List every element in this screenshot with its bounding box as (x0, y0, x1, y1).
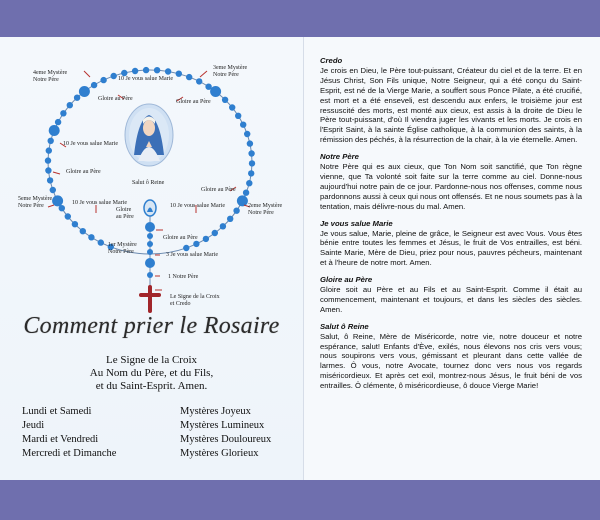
rosary-bead (50, 187, 56, 193)
day-item: Mercredi et Dimanche (22, 448, 117, 459)
mystery-bead (237, 195, 248, 206)
prayer-heading-credo: Credo (320, 56, 343, 65)
prayer-text-notre-pere: Notre Père qui es aux cieux, que Ton Nom soit sanctifié, que Ton règne vienne, que Ta volonté soit faite sur la terre comme au ciel. Donne-nous aujourd'hui notre pain de ce jour. Pardonne-nous nos offenses, comme nous pardonnons aussi à ceux qui nous ont offensés. Et ne nous soumets pas à la tentation, mais délivre-nous du mal. Amen. (320, 162, 582, 211)
page-title: Comment prier le Rosaire (23, 313, 280, 339)
rosary-bead (88, 234, 94, 240)
rosary-bead (196, 78, 202, 84)
rosary-bead (186, 74, 192, 80)
label-ave-right-lower: 10 Je vous salue Marie (170, 203, 225, 209)
rosary-bead (111, 73, 117, 79)
label-gloire-top-left: Gloire au Père (98, 96, 133, 102)
rosary-bead (165, 68, 171, 74)
rosary-bead (183, 245, 189, 251)
rosary-bead (193, 241, 199, 247)
rosary-bead (154, 67, 160, 73)
rosary-bead (100, 77, 106, 83)
label-gloire-top-right: Gloire au Père (176, 99, 211, 105)
label-mystere-2: 2eme Mystère Notre Père (248, 203, 283, 216)
label-ave-left-lower: 10 Je vous salue Marie (72, 200, 127, 206)
rosary-bead (249, 160, 255, 166)
label-ave-top: 10 Je vous salue Marie (118, 76, 173, 82)
mystery-item: Mystères Lumineux (180, 420, 265, 431)
prayer-heading-notre-pere: Notre Père (320, 152, 359, 162)
rosary-bead (98, 239, 104, 245)
rosary-bead (45, 167, 51, 173)
crucifix-icon (139, 285, 161, 313)
rosary-bead (220, 223, 226, 229)
rosary-bead (91, 82, 97, 88)
stem-bead (147, 233, 153, 239)
prayer-text-gloire: Gloire soit au Père et au Fils et au Saint-Esprit. Comme il était au commencement, maintenant et toujours, et dans les siècles des siècles. Amen. (320, 285, 582, 314)
label-mystere-5: 5eme Mystère Notre Père (18, 196, 53, 209)
rosary-bead (132, 68, 138, 74)
rosary-bead (235, 113, 241, 119)
stem-bead (145, 222, 155, 232)
mystery-item: Mystères Douloureux (180, 434, 272, 445)
rosary-bead (65, 213, 71, 219)
rosary-bead (80, 228, 86, 234)
stem-bead (147, 241, 153, 247)
rosary-bead (248, 170, 254, 176)
label-mystere-3: 3eme Mystère Notre Père (213, 65, 248, 78)
mystery-item: Mystères Joyeux (180, 406, 251, 417)
rosary-bead (45, 157, 51, 163)
mysteries-list (180, 405, 271, 461)
stem-bead (145, 258, 155, 268)
sign-of-cross-text: Le Signe de la Croix Au Nom du Père, et du Fils, et du Saint-Esprit. Amen. (89, 354, 214, 393)
rosary-bead (48, 138, 54, 144)
pointer-arrow-icon (53, 172, 60, 174)
rosary-bead (203, 236, 209, 242)
day-item: Mardi et Vendredi (22, 434, 99, 445)
rosary-bead (60, 110, 66, 116)
label-gloire-stem: Gloire au Père (163, 235, 198, 241)
rosary-bead (143, 67, 149, 73)
prayer-heading-ave-maria: Je vous salue Marie (320, 218, 393, 228)
prayers-text (320, 56, 582, 391)
rosary-bead (227, 216, 233, 222)
stem-bead (147, 272, 153, 278)
rosary-bead (244, 131, 250, 137)
rosary-bead (246, 180, 252, 186)
rosary-bead (55, 119, 61, 125)
rosary-bead (212, 230, 218, 236)
label-ave-left-upper: 10 Je vous salue Marie (63, 141, 118, 147)
rosary-bead (46, 147, 52, 153)
rosary-bead (176, 71, 182, 77)
stem-bead (147, 249, 153, 255)
rosary-bead (233, 208, 239, 214)
rosary-bead (247, 140, 253, 146)
rosary-bead (72, 221, 78, 227)
pointer-arrow-icon (200, 71, 207, 77)
mystery-bead (210, 86, 221, 97)
label-three-ave: 3 Je vous salue Marie (166, 252, 218, 258)
label-salut-o-reine: Salut ô Reine (132, 180, 165, 186)
mystery-bead (79, 86, 90, 97)
label-gloire-right: Gloire au Père (201, 187, 236, 193)
pointer-arrow-icon (84, 71, 90, 77)
mystery-bead (49, 125, 60, 136)
mystery-item: Mystères Glorieux (180, 448, 259, 459)
rosary-bead (229, 104, 235, 110)
label-mystere-1: 1er Mystère Notre Père (108, 242, 137, 255)
virgin-mary-image (125, 104, 173, 166)
rosary-bead (222, 97, 228, 103)
label-mystere-4: 4eme Mystère Notre Père (33, 70, 68, 83)
prayer-heading-gloire: Gloire au Père (320, 275, 373, 285)
label-un-pere: 1 Notre Père (168, 274, 199, 280)
day-item: Jeudi (22, 420, 45, 431)
rosary-bead (67, 102, 73, 108)
day-item: Lundi et Samedi (22, 406, 92, 417)
rosary-bead (47, 177, 53, 183)
prayer-text-salut: Salut, ô Reine, Mère de Miséricorde, notre vie, notre douceur et notre espérance, salut! Enfants d'Ève, exilés, nous élevons nos cris vers vous; nous soupirons vers vous, gémissant et pleurant dans cette vallée de larmes. Ô vous, notre Avocate, tournez donc vers nous vos regards miséricordieux. Et après cet exil, montrez-nous Jésus, le fruit béni de vos entrailles. Ô clémente, ô miséricordieuse, ô douce Vierge Marie! (320, 331, 582, 391)
center-medallion-icon (144, 200, 156, 216)
prayer-text-ave-maria: Je vous salue, Marie, pleine de grâce, le Seigneur est avec Vous. Vous êtes bénie entre toutes les femmes et Jésus, le fruit de Vos entrailles, est béni. Sainte Marie, Mère de Dieu, priez pour nous, pauvres pécheurs, maintenant et à l'heure de notre mort. Amen. (320, 228, 582, 268)
prayer-heading-salut: Salut ô Reine (320, 321, 369, 331)
label-croix-credo: Le Signe de la Croix et Credo (170, 294, 220, 307)
rosary-bead (74, 95, 80, 101)
label-gloire-center: Gloire au Père (116, 207, 134, 220)
label-gloire-left: Gloire au Père (66, 169, 101, 175)
rosary-bead (243, 190, 249, 196)
rosary-bead (240, 122, 246, 128)
rosary-bead (248, 150, 254, 156)
days-list (22, 405, 116, 461)
prayer-text-credo: Je crois en Dieu, le Père tout-puissant, Créateur du ciel et de la terre. Et en Jésus Christ, Son Fils unique, Notre Seigneur, qui a été conçu du Saint-Esprit, est né de la Vierge Marie, a souffert sous Ponce Pilate, a été crucifié, est mort et a été enseveli, est descendu aux enfers, le troisième jour est ressuscité des morts, est monté aux cieux, est assis à la droite de Dieu le Père tout-puissant, d'où Il viendra juger les vivants et les morts. Je crois en l'Esprit Saint, à la sainte Église catholique, à la communion des saints, à la rémission des péchés, à la résurrection de la chair, à la vie éternelle. Amen. (320, 65, 582, 145)
